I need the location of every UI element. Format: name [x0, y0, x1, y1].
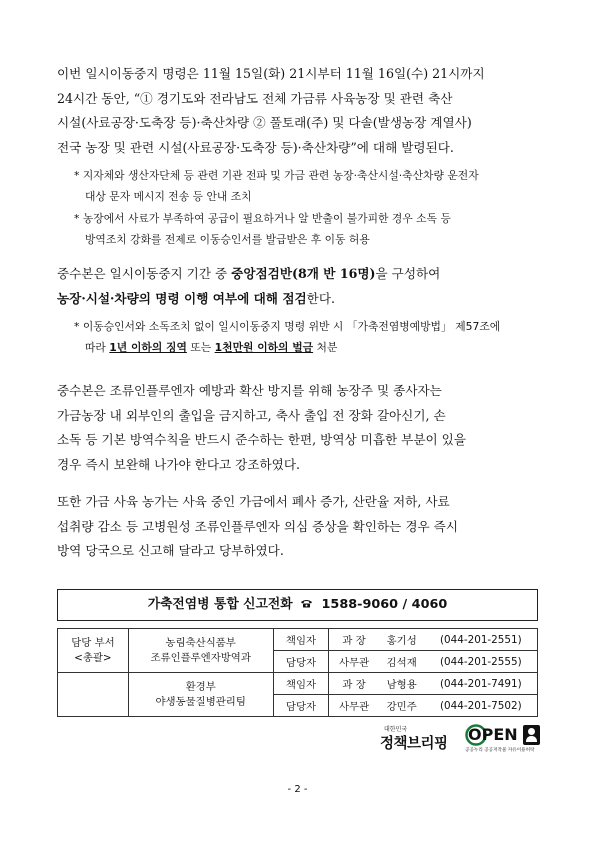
text-line: 또한 가금 사육 농가는 사육 중인 가금에서 폐사 증가, 산란율 저하, 사료 [57, 494, 450, 509]
phone-cell: (044-201-7502) [425, 695, 538, 717]
hotline-number: 1588-9060 / 4060 [321, 597, 448, 612]
footer-logos [380, 724, 540, 760]
role-cell: 책임자 [273, 629, 329, 651]
note-bullet-notification [74, 165, 544, 207]
dept-label: 담당 부서 [71, 636, 115, 649]
policy-briefing-big-text: 정책브리핑 [380, 736, 448, 752]
paragraph-report-request [57, 490, 539, 564]
phone-cell: (044-201-2551) [425, 629, 538, 651]
org-cell [128, 629, 273, 673]
role-cell: 담당자 [273, 651, 329, 673]
hotline-label: 가축전염병 통합 신고전화 [147, 597, 293, 612]
text-span: 한다. [306, 290, 336, 306]
text-line [57, 287, 539, 312]
org-name: 농림축산식품부 [165, 636, 236, 649]
note-bullet-exception [74, 208, 544, 250]
text-line: 가금농장 내 외부인의 출입을 금지하고, 축사 출입 전 장화 갈아신기, 손 [57, 407, 446, 423]
text-line: * 농장에서 사료가 부족하여 공급이 필요하거나 알 반출이 불가피한 경우 소독 등 [74, 212, 451, 225]
text-span: 중수본은 일시이동중지 기간 중 [57, 266, 232, 281]
table-row [58, 673, 538, 695]
text-line [74, 337, 544, 358]
paragraph-order-scope [57, 62, 539, 160]
text-span: 따라 [85, 341, 110, 354]
title-cell: 사무관 [329, 651, 379, 673]
name-cell: 김석재 [379, 651, 425, 673]
paragraph-biosecurity [57, 379, 539, 477]
title-cell: 과 장 [329, 629, 379, 651]
org-division: 조류인플루엔자방역과 [150, 651, 251, 664]
page-number: - 2 - [287, 784, 308, 795]
org-name: 환경부 [185, 680, 216, 693]
open-logo-caption: 공공누리 공공저작물 자유이용허락 [465, 748, 535, 753]
underlined-text: 1천만원 이하의 벌금 [214, 341, 314, 354]
contacts-table [57, 628, 538, 717]
role-cell: 책임자 [273, 673, 329, 695]
phone-cell: (044-201-2555) [425, 651, 538, 673]
person-icon [523, 725, 540, 745]
text-span: 을 구성하여 [375, 266, 441, 281]
bold-text: 농장·시설·차량의 명령 이행 여부에 대해 점검 [57, 290, 307, 306]
org-division: 야생동물질병관리팀 [155, 695, 246, 708]
role-cell: 담당자 [273, 695, 329, 717]
text-line: 방역 당국으로 신고해 달라고 당부하였다. [57, 543, 284, 558]
table-row [58, 629, 538, 651]
text-line: 섭취량 감소 등 고병원성 조류인플루엔자 의심 증상을 확인하는 경우 즉시 [57, 518, 458, 534]
name-cell: 남형용 [379, 673, 425, 695]
text-line: 대상 문자 메시지 전송 등 안내 조치 [85, 190, 252, 203]
name-cell: 홍기성 [379, 629, 425, 651]
hotline-box [57, 589, 538, 621]
title-cell: 사무관 [329, 695, 379, 717]
underlined-text: 1년 이하의 징역 [109, 341, 187, 354]
note-bullet-penalty [74, 316, 544, 358]
text-line [57, 262, 539, 287]
dept-label-cell [58, 629, 129, 673]
dept-label-cell-empty [58, 673, 129, 717]
text-span: 처분 [313, 341, 338, 354]
text-line: 시설(사료공장·도축장 등)·축산차량 ② 풀토래(주) 및 다솔(발생농장 계열사) [57, 115, 472, 130]
text-line: * 지자체와 생산자단체 등 관련 기관 전파 및 가금 관련 농장·축산시설·축산차량 운전자 [74, 169, 479, 182]
text-line: 경우 즉시 보완해 나가야 한다고 강조하였다. [57, 456, 300, 472]
text-line: 중수본은 조류인플루엔자 예방과 확산 방지를 위해 농장주 및 종사자는 [57, 383, 442, 398]
policy-briefing-small-text: 대한민국 [384, 726, 408, 733]
title-cell: 과 장 [329, 673, 379, 695]
text-line: 24시간 동안, “① 경기도와 전라남도 전체 가금류 사육농장 및 관련 축산 [57, 90, 453, 106]
text-line: 방역조치 강화를 전제로 이동승인서를 발급받은 후 이동 허용 [85, 233, 370, 246]
bold-text: 중앙점검반(8개 반 16명) [231, 266, 376, 281]
paragraph-inspection-team [57, 262, 539, 311]
text-line: 소독 등 기본 방역수칙을 반드시 준수하는 한편, 방역상 미흡한 부분이 있을 [57, 432, 467, 447]
org-cell [128, 673, 273, 717]
text-span: 또는 [186, 341, 215, 354]
phone-icon [300, 599, 313, 608]
text-line: 전국 농장 및 관련 시설(사료공장·도축장 등)·축산차량”에 대해 발령된다. [57, 139, 454, 155]
policy-briefing-logo [380, 726, 454, 756]
dept-sub-label: <총괄> [74, 651, 112, 664]
text-line: * 이동승인서와 소독조치 없이 일시이동중지 명령 위반 시 「가축전염병예방법」 제57조에 [74, 320, 501, 333]
phone-cell: (044-201-7491) [425, 673, 538, 695]
open-license-logo [465, 724, 540, 758]
text-line: 이번 일시이동중지 명령은 11월 15일(화) 21시부터 11월 16일(수) 21시까지 [57, 66, 485, 81]
name-cell: 강민주 [379, 695, 425, 717]
open-logo-text: OPEN [468, 725, 518, 744]
